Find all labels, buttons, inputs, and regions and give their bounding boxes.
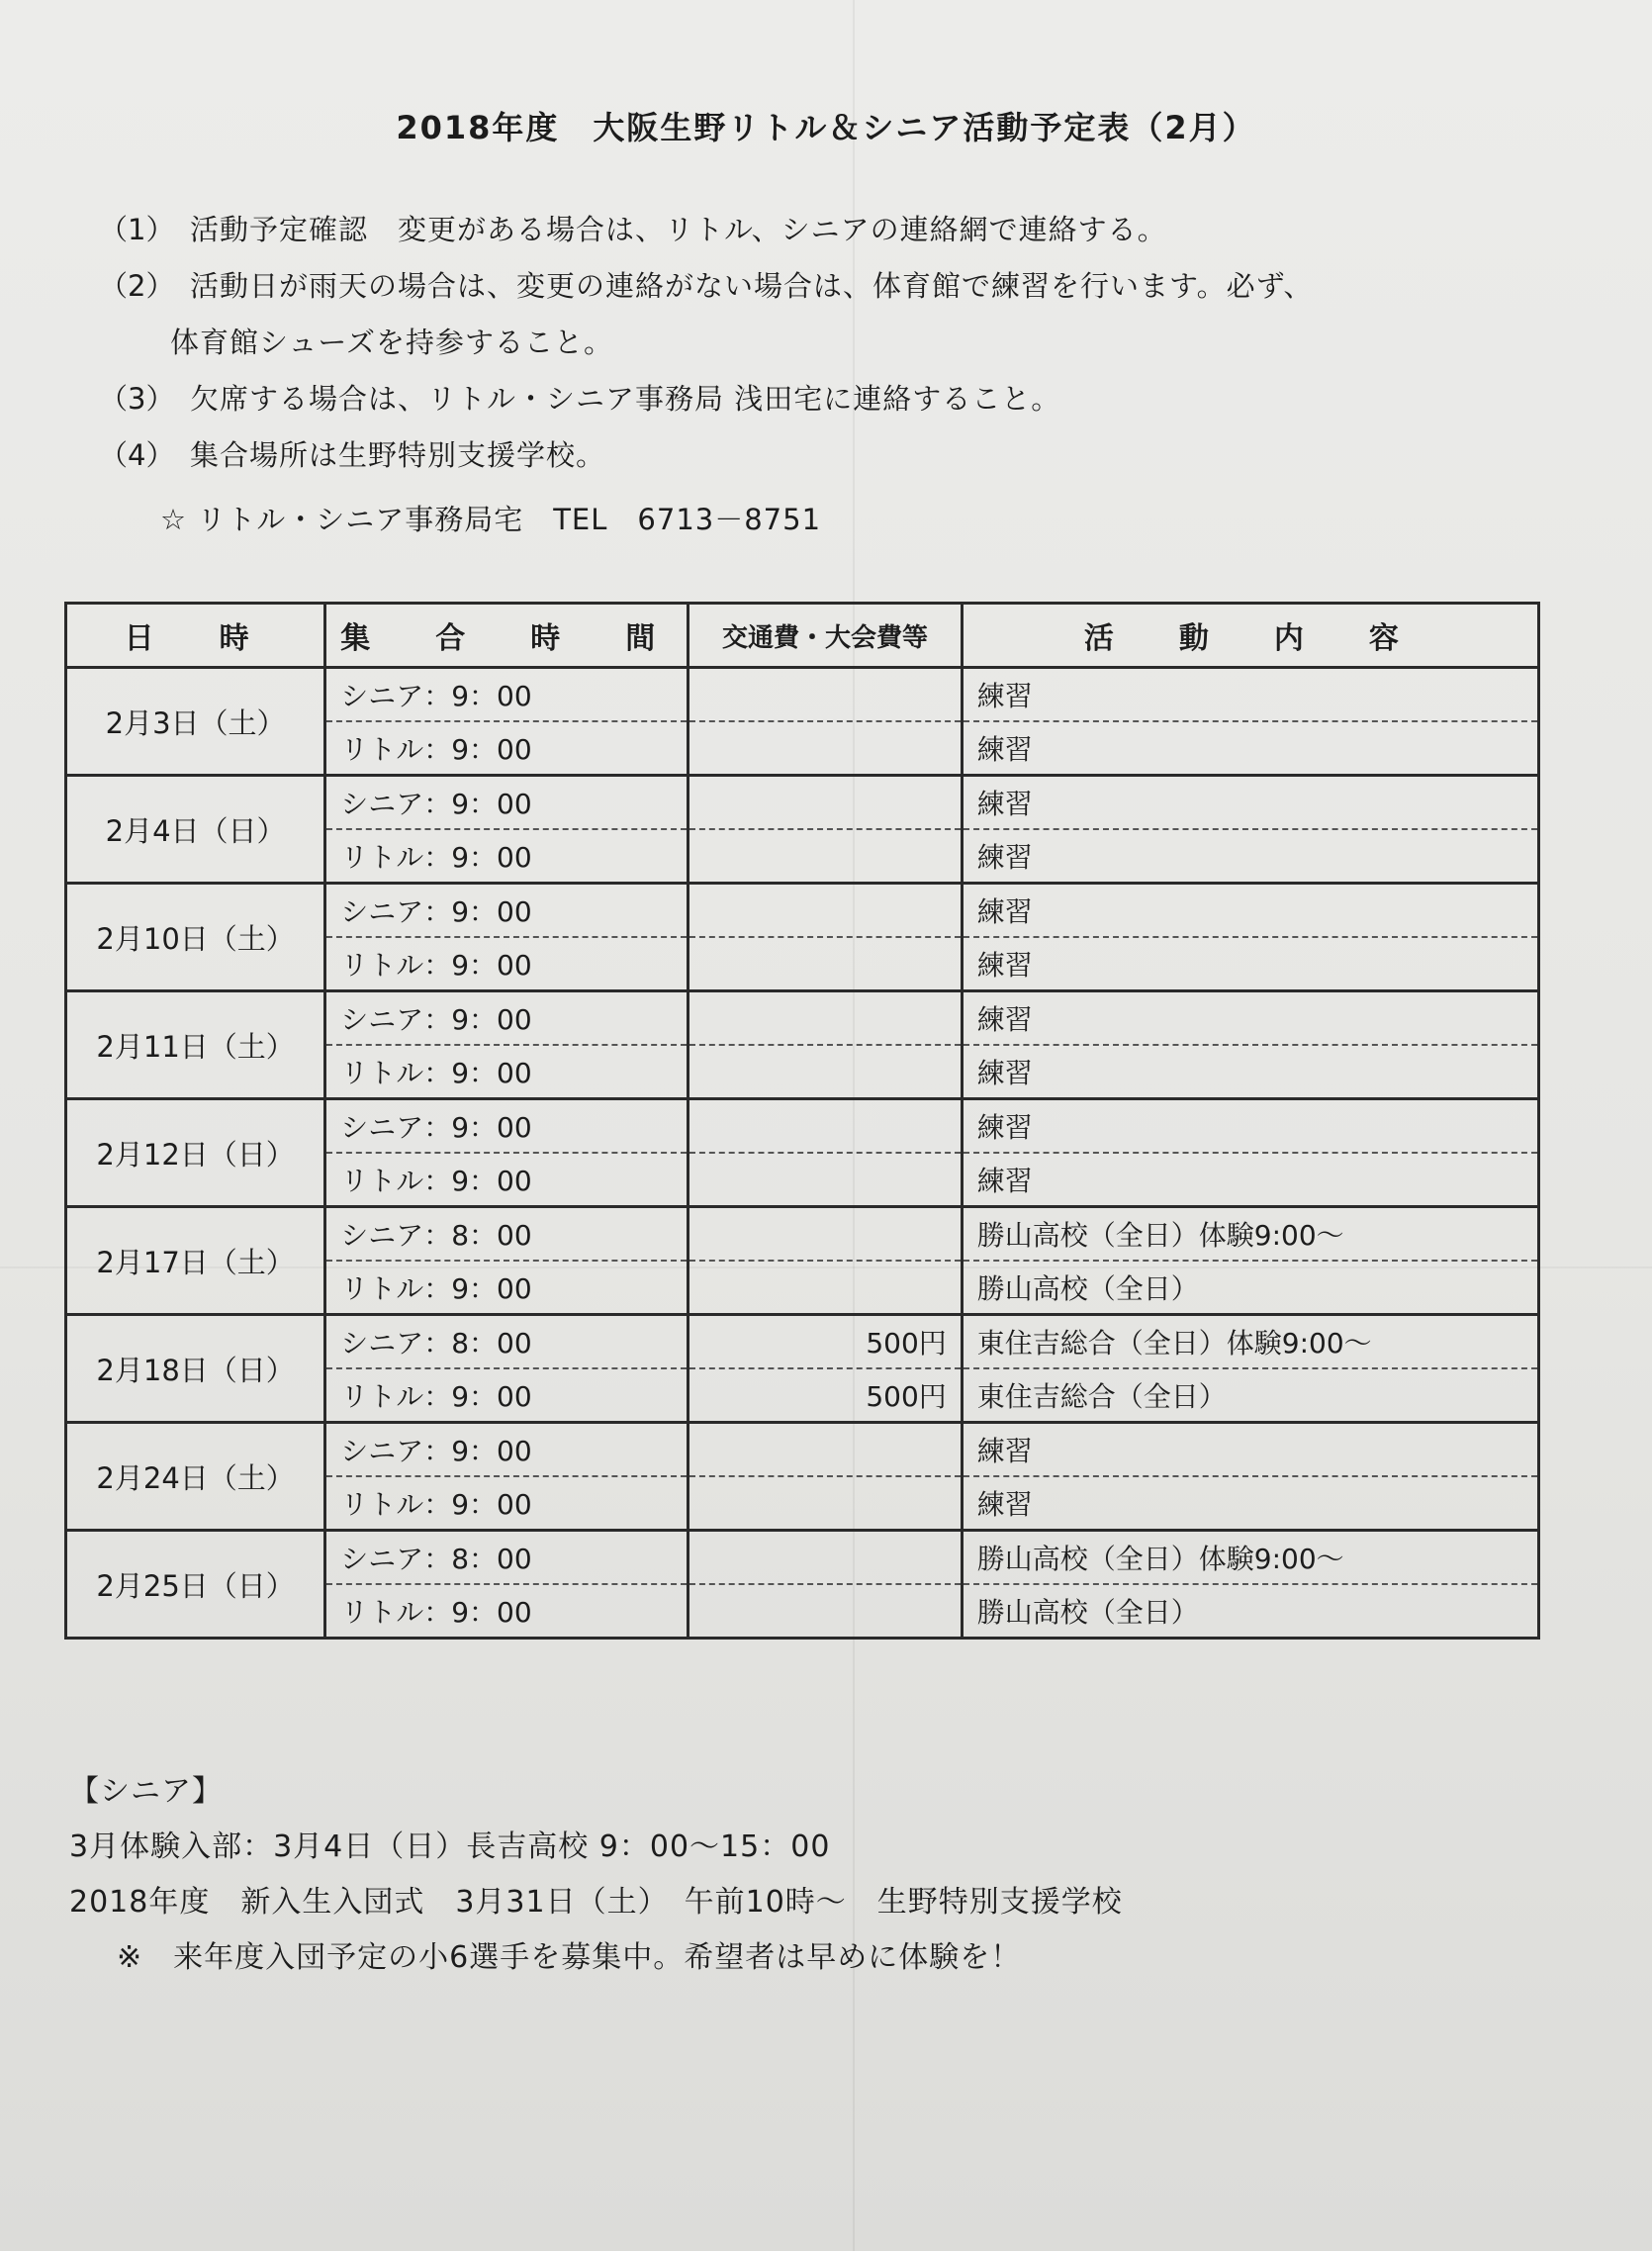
note-number: （1） — [99, 213, 175, 246]
senior-activity-cell: 練習 — [962, 884, 1538, 938]
footer-trial-line: 3月体験入部：3月4日（日）長吉高校 9：00～15：00 — [69, 1829, 831, 1864]
table-row — [66, 884, 1539, 938]
senior-cost-cell — [688, 1531, 963, 1585]
note-item — [99, 377, 1553, 433]
senior-time-cell: シニア：9：00 — [325, 1099, 688, 1154]
note-item — [99, 433, 1553, 490]
senior-time-cell: シニア：9：00 — [325, 776, 688, 830]
note-text: 欠席する場合は、リトル・シニア事務局 浅田宅に連絡すること。 — [190, 382, 1061, 416]
note-number: （2） — [99, 269, 175, 303]
senior-activity-cell: 練習 — [962, 776, 1538, 830]
little-time-cell: リトル：9：00 — [325, 937, 688, 991]
table-row — [66, 776, 1539, 830]
header-activity: 活 動 内 容 — [962, 604, 1538, 668]
note-text: 活動日が雨天の場合は、変更の連絡がない場合は、体育館で練習を行います。必ず、 — [190, 269, 1314, 303]
note-text: 活動予定確認 変更がある場合は、リトル、シニアの連絡網で連絡する。 — [190, 213, 1167, 246]
note-item — [99, 208, 1553, 264]
header-date: 日 時 — [66, 604, 325, 668]
senior-time-cell: シニア：8：00 — [325, 1207, 688, 1262]
little-cost-cell — [688, 721, 963, 776]
senior-cost-cell — [688, 1099, 963, 1154]
little-activity-cell: 練習 — [962, 1045, 1538, 1099]
date-cell: 2月24日（土） — [66, 1423, 325, 1531]
little-time-cell: リトル：9：00 — [325, 1045, 688, 1099]
date-cell: 2月12日（日） — [66, 1099, 325, 1207]
senior-cost-cell — [688, 1423, 963, 1477]
senior-time-cell: シニア：8：00 — [325, 1315, 688, 1369]
little-cost-cell — [688, 829, 963, 884]
little-activity-cell: 練習 — [962, 937, 1538, 991]
senior-time-cell: シニア：9：00 — [325, 884, 688, 938]
little-activity-cell: 練習 — [962, 721, 1538, 776]
little-cost-cell — [688, 937, 963, 991]
senior-activity-cell: 練習 — [962, 991, 1538, 1046]
note-text: 集合場所は生野特別支援学校。 — [190, 438, 606, 472]
note-number: （3） — [99, 382, 175, 416]
contact-line: ☆ リトル・シニア事務局宅 TEL 6713－8751 — [160, 503, 822, 536]
little-time-cell: リトル：9：00 — [325, 721, 688, 776]
little-activity-cell: 練習 — [962, 1153, 1538, 1207]
footer-remark: ※ 来年度入団予定の小6選手を募集中。希望者は早めに体験を！ — [117, 1940, 1022, 1975]
date-cell: 2月10日（土） — [66, 884, 325, 991]
senior-time-cell: シニア：8：00 — [325, 1531, 688, 1585]
date-cell: 2月4日（日） — [66, 776, 325, 884]
little-activity-cell: 練習 — [962, 829, 1538, 884]
senior-activity-cell: 勝山高校（全日）体験9:00～ — [962, 1531, 1538, 1585]
senior-cost-cell — [688, 776, 963, 830]
table-row — [66, 1099, 1539, 1154]
senior-activity-cell: 練習 — [962, 1423, 1538, 1477]
table-header-row — [66, 604, 1539, 668]
table-row — [66, 991, 1539, 1046]
footer-section — [69, 1766, 1553, 1988]
table-row — [66, 1423, 1539, 1477]
schedule-table — [64, 602, 1540, 1640]
footer-ceremony-line: 2018年度 新入生入団式 3月31日（土） 午前10時～ 生野特別支援学校 — [69, 1885, 1123, 1920]
header-meeting-time: 集 合 時 間 — [325, 604, 688, 668]
header-fees: 交通費・大会費等 — [688, 604, 963, 668]
little-time-cell: リトル：9：00 — [325, 1584, 688, 1639]
senior-cost-cell — [688, 668, 963, 722]
date-cell: 2月17日（土） — [66, 1207, 325, 1315]
senior-activity-cell: 練習 — [962, 668, 1538, 722]
schedule-body — [66, 668, 1539, 1639]
table-row — [66, 1207, 1539, 1262]
date-cell: 2月25日（日） — [66, 1531, 325, 1639]
note-item — [99, 264, 1553, 321]
senior-cost-cell: 500円 — [688, 1315, 963, 1369]
senior-cost-cell — [688, 991, 963, 1046]
senior-cost-cell — [688, 1207, 963, 1262]
senior-activity-cell: 練習 — [962, 1099, 1538, 1154]
little-cost-cell — [688, 1584, 963, 1639]
senior-time-cell: シニア：9：00 — [325, 991, 688, 1046]
little-cost-cell — [688, 1476, 963, 1531]
footer-section-heading: 【シニア】 — [69, 1774, 223, 1809]
senior-cost-cell — [688, 884, 963, 938]
little-time-cell: リトル：9：00 — [325, 829, 688, 884]
table-row — [66, 668, 1539, 722]
little-time-cell: リトル：9：00 — [325, 1368, 688, 1423]
date-cell: 2月3日（土） — [66, 668, 325, 776]
date-cell: 2月11日（土） — [66, 991, 325, 1099]
little-time-cell: リトル：9：00 — [325, 1476, 688, 1531]
little-cost-cell: 500円 — [688, 1368, 963, 1423]
table-row — [66, 1531, 1539, 1585]
little-cost-cell — [688, 1153, 963, 1207]
little-activity-cell: 東住吉総合（全日） — [962, 1368, 1538, 1423]
little-activity-cell: 勝山高校（全日） — [962, 1584, 1538, 1639]
little-time-cell: リトル：9：00 — [325, 1153, 688, 1207]
date-cell: 2月18日（日） — [66, 1315, 325, 1423]
note-number: （4） — [99, 438, 175, 472]
little-activity-cell: 練習 — [962, 1476, 1538, 1531]
little-activity-cell: 勝山高校（全日） — [962, 1261, 1538, 1315]
senior-activity-cell: 東住吉総合（全日）体験9:00～ — [962, 1315, 1538, 1369]
senior-activity-cell: 勝山高校（全日）体験9:00～ — [962, 1207, 1538, 1262]
table-row — [66, 1315, 1539, 1369]
notes-section — [99, 208, 1553, 538]
little-cost-cell — [688, 1261, 963, 1315]
senior-time-cell: シニア：9：00 — [325, 668, 688, 722]
senior-time-cell: シニア：9：00 — [325, 1423, 688, 1477]
little-time-cell: リトル：9：00 — [325, 1261, 688, 1315]
document-title: 2018年度 大阪生野リトル＆シニア活動予定表（2月） — [396, 109, 1256, 146]
little-cost-cell — [688, 1045, 963, 1099]
note-continuation: 体育館シューズを持参すること。 — [170, 326, 613, 359]
